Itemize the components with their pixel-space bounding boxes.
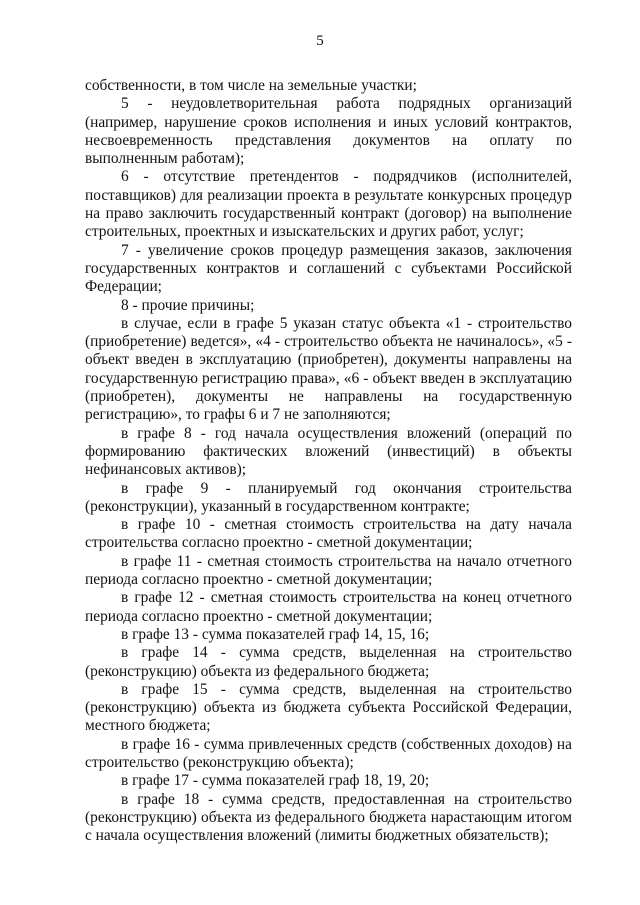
- paragraph-column-12: в графе 12 - сметная стоимость строительства на конец отчетного периода согласно проектно - сметной документации;: [85, 589, 572, 625]
- paragraph-continuation: собственности, в том числе на земельные участки;: [85, 77, 417, 94]
- paragraph-column-10: в графе 10 - сметная стоимость строительства на дату начала строительства согласно проектно - сметной документации;: [85, 516, 572, 552]
- paragraph-column-14: в графе 14 - сумма средств, выделенная на строительство (реконструкцию) объекта из федерального бюджета;: [85, 644, 572, 680]
- paragraph-column-8: в графе 8 - год начала осуществления вложений (операций по формированию фактических вложений (инвестиций) в объекты нефинансовых активов);: [85, 424, 572, 479]
- paragraph-column-11: в графе 11 - сметная стоимость строительства на начало отчетного периода согласно проектно - сметной документации;: [85, 552, 572, 589]
- paragraph-reason-6: 6 - отсутствие претендентов - подрядчиков (исполнителей, поставщиков) для реализации проекта в результате конкурсных процедур на право заключить государственный контракт (договор) на выполнение строительных, проектных и изыскательских и других работ, услуг;: [85, 168, 572, 241]
- paragraph-reason-7: 7 - увеличение сроков процедур размещения заказов, заключения государственных контрактов и соглашений с субъектами Российской Федерации;: [85, 241, 572, 296]
- paragraph-column-15: в графе 15 - сумма средств, выделенная на строительство (реконструкцию) объекта из бюджета субъекта Российской Федерации, местного бюджета;: [85, 680, 572, 735]
- paragraph-column-17: в графе 17 - сумма показателей граф 18, 19, 20;: [121, 772, 430, 790]
- paragraph-column-13: в графе 13 - сумма показателей граф 14, 15, 16;: [121, 625, 430, 643]
- page-number: 5: [316, 33, 324, 49]
- paragraph-column-16: в графе 16 - сумма привлеченных средств (собственных доходов) на строительство (реконструкцию объекта);: [85, 735, 572, 771]
- document-body: [85, 77, 572, 845]
- paragraph-reason-5: 5 - неудовлетворительная работа подрядных организаций (например, нарушение сроков исполнения и иных условий контрактов, несвоевременность представления документов на оплату по выполненным работам);: [85, 95, 572, 168]
- paragraph-status-condition: в случае, если в графе 5 указан статус объекта «1 - строительство (приобретение) ведется», «4 - строительство объекта не начиналось», «5 - объект введен в эксплуатацию (приобретен), документы направлены на государственную регистрацию права», «6 - объект введен в эксплуатацию (приобретен), документы не направлены на государственную регистрацию», то графы 6 и 7 не заполняются;: [85, 314, 572, 424]
- paragraph-column-9: в графе 9 - планируемый год окончания строительства (реконструкции), указанный в государственном контракте;: [85, 479, 572, 515]
- paragraph-column-18: в графе 18 - сумма средств, предоставленная на строительство (реконструкцию) объекта из федерального бюджета нарастающим итогом с начала осуществления вложений (лимиты бюджетных обязательств);: [85, 790, 572, 845]
- paragraph-reason-8: 8 - прочие причины;: [121, 296, 255, 314]
